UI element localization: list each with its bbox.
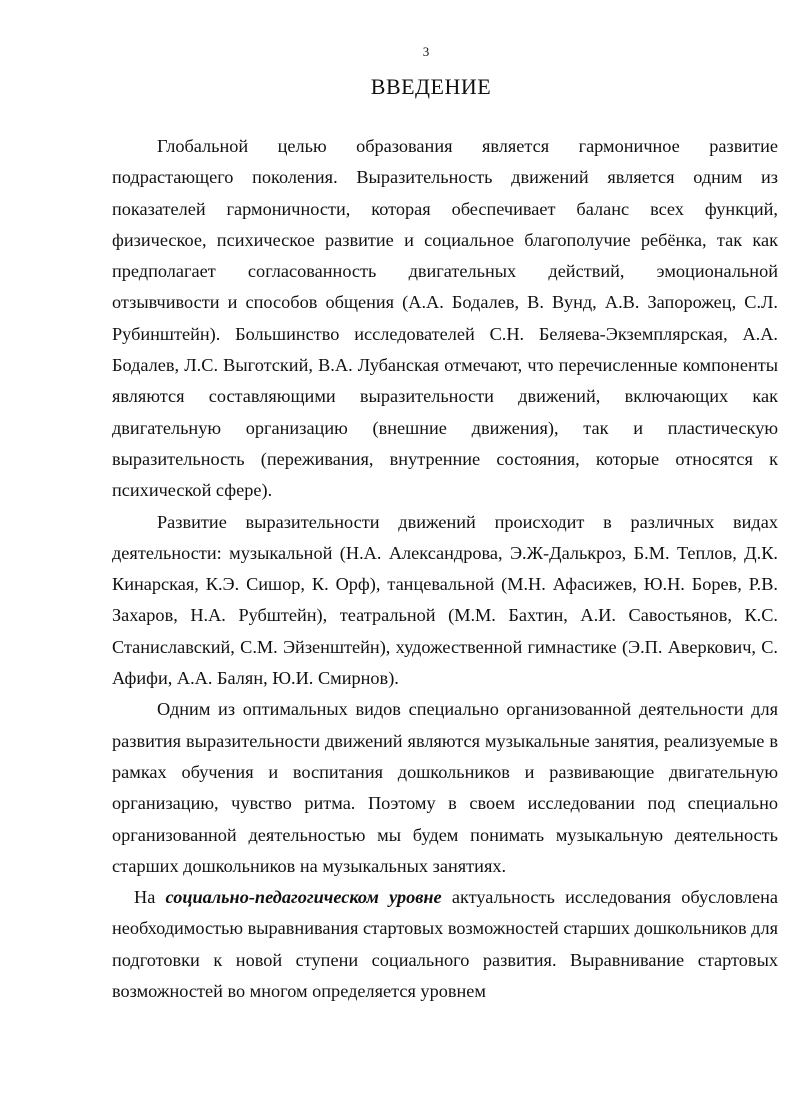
paragraph-4-lead: На xyxy=(134,887,166,908)
paragraph-1: Глобальной целью образования является гармоничное развитие подрастающего поколения. Выразительность движений является одним из показателей гармоничности, которая обеспечивает баланс всех функций, физическое, психическое развитие и социальное благополучие ребёнка, так как предполагает согласованность двигательных действий, эмоциональной отзывчивости и способов общения (А.А. Бодалев, В. Вунд, А.В. Запорожец, С.Л. Рубинштейн). Большинство исследователей С.Н. Беляева-Экземплярская, А.А. Бодалев, Л.С. Выготский, В.А. Лубанская отмечают, что перечисленные компоненты являются составляющими выразительности движений, включающих как двигательную организацию (внешние движения), так и пластическую выразительность (переживания, внутренние состояния, которые относятся к психической сфере). xyxy=(112,136,778,501)
paragraph-4-emphasis: социально-педагогическом уровне xyxy=(165,887,442,908)
body-text xyxy=(112,131,778,1007)
paragraph-4-rest: актуальность исследования обусловлена необходимостью выравнивания стартовых возможностей старших дошкольников для подготовки к новой ступени социального развития. Выравнивание стартовых возможностей во многом определяется уровнем xyxy=(112,887,779,1002)
section-heading: ВВЕДЕНИЕ xyxy=(370,74,492,99)
paragraph-3: Одним из оптимальных видов специально организованной деятельности для развития выразительности движений являются музыкальные занятия, реализуемые в рамках обучения и воспитания дошкольников и развивающие двигательную организацию, чувство ритма. Поэтому в своем исследовании под специально организованной деятельностью мы будем понимать музыкальную деятельность старших дошкольников на музыкальных занятиях. xyxy=(112,699,778,876)
paragraph-4 xyxy=(112,882,778,1007)
page-number: 3 xyxy=(422,44,430,59)
paragraph-2: Развитие выразительности движений происходит в различных видах деятельности: музыкальной (Н.А. Александрова, Э.Ж-Далькроз, Б.М. Теплов, Д.К. Кинарская, К.Э. Сишор, К. Орф), танцевальной (М.Н. Афасижев, Ю.Н. Борев, Р.В. Захаров, Н.А. Рубштейн), театральной (М.М. Бахтин, А.И. Савостьянов, К.С. Станиславский, С.М. Эйзенштейн), художественной гимнастике (Э.П. Аверкович, С. Афифи, А.А. Балян, Ю.И. Смирнов). xyxy=(112,511,778,689)
